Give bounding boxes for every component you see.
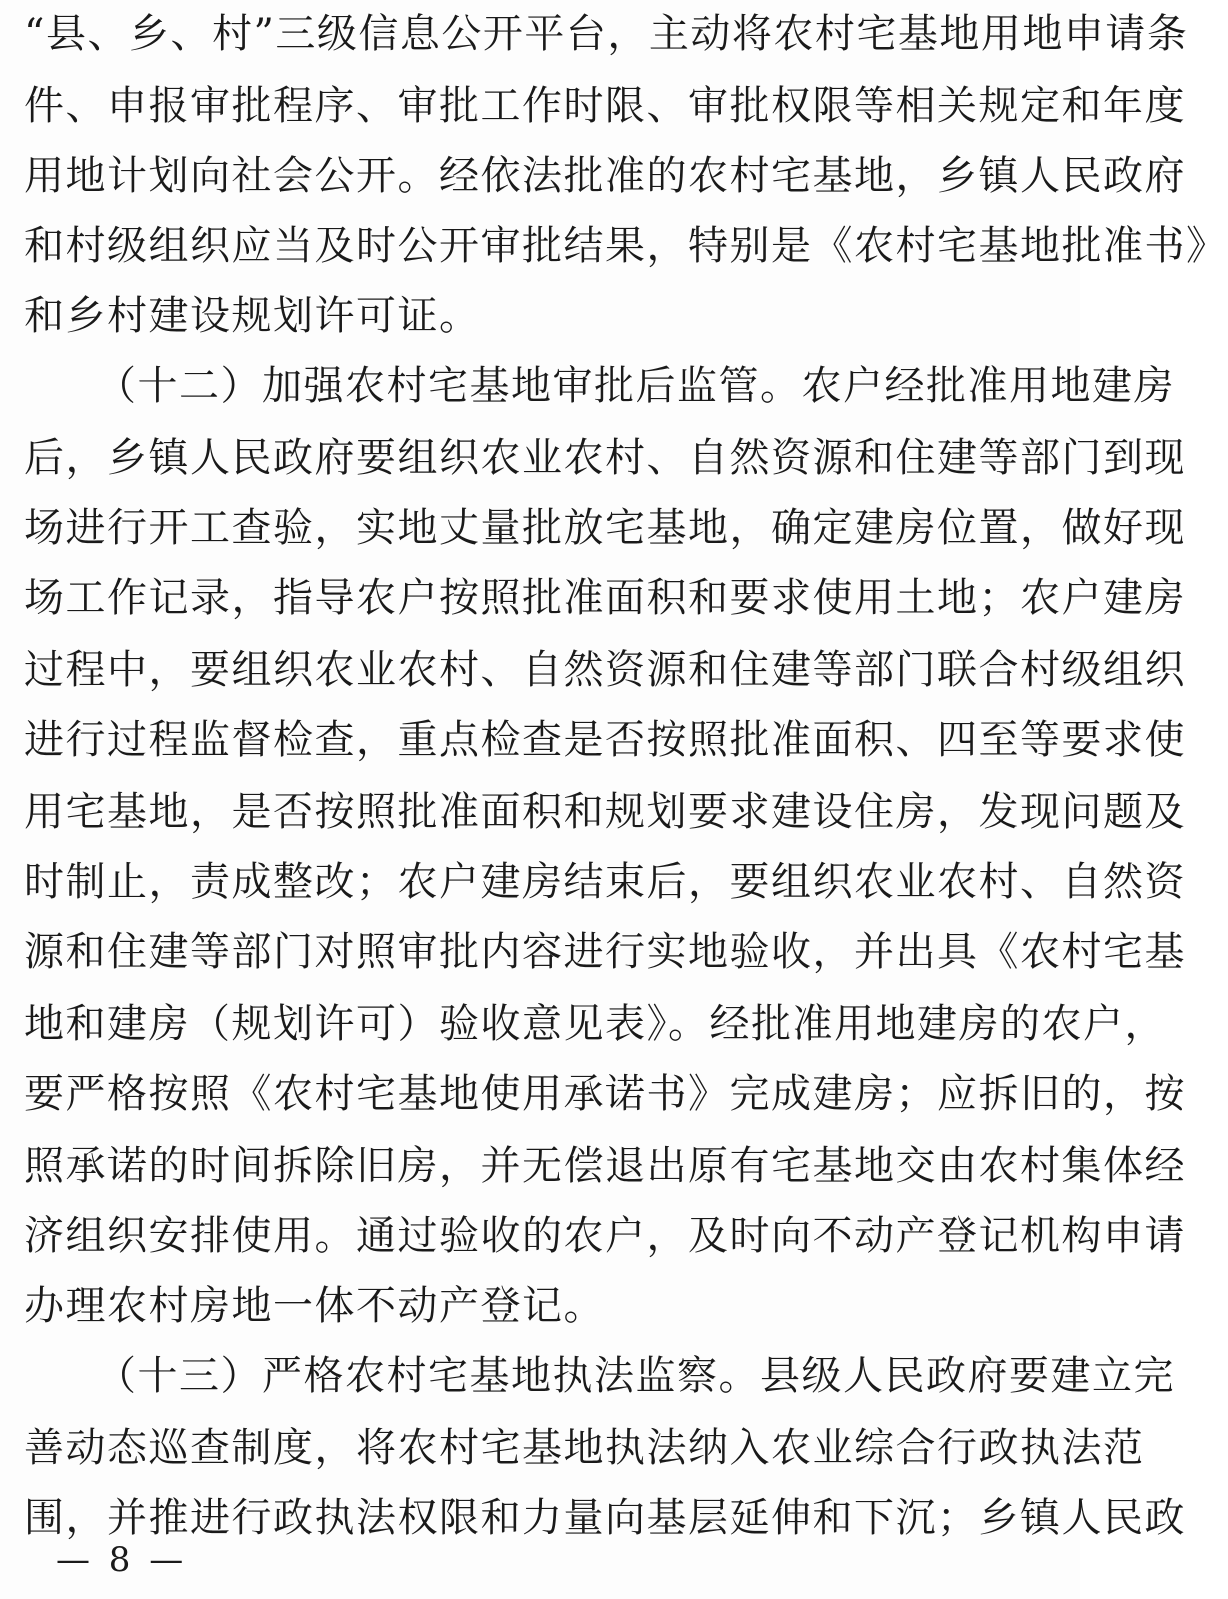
text-line: 办理农村房地一体不动产登记。 bbox=[24, 1283, 605, 1329]
text-line: 场进行开工查验，实地丈量批放宅基地，确定建房位置，做好现 bbox=[24, 505, 1186, 551]
text-line: 要严格按照《农村宅基地使用承诺书》完成建房；应拆旧的，按 bbox=[24, 1071, 1186, 1117]
text-line: 过程中，要组织农业农村、自然资源和住建等部门联合村级组织 bbox=[24, 647, 1186, 693]
text-line: 件、申报审批程序、审批工作时限、审批权限等相关规定和年度 bbox=[24, 83, 1186, 129]
text-line: 后，乡镇人民政府要组织农业农村、自然资源和住建等部门到现 bbox=[24, 435, 1186, 481]
section-heading-line: （十二）加强农村宅基地审批后监管。农户经批准用地建房 bbox=[96, 363, 1175, 409]
text-line: 围，并推进行政执法权限和力量向基层延伸和下沉；乡镇人民政 bbox=[24, 1495, 1186, 1541]
section-heading-line: （十三）严格农村宅基地执法监察。县级人民政府要建立完 bbox=[96, 1353, 1175, 1399]
text-line: 用宅基地，是否按照批准面积和规划要求建设住房，发现问题及 bbox=[24, 789, 1186, 835]
text-line: 济组织安排使用。通过验收的农户，及时向不动产登记机构申请 bbox=[24, 1213, 1186, 1259]
text-line: 照承诺的时间拆除旧房，并无偿退出原有宅基地交由农村集体经 bbox=[24, 1143, 1186, 1189]
text-line: 地和建房（规划许可）验收意见表》。经批准用地建房的农户， bbox=[24, 1001, 1166, 1047]
text-line: 用地计划向社会公开。经依法批准的农村宅基地，乡镇人民政府 bbox=[24, 153, 1186, 199]
text-line: 场工作记录，指导农户按照批准面积和要求使用土地；农户建房 bbox=[24, 575, 1186, 621]
text-line: 和村级组织应当及时公开审批结果，特别是《农村宅基地批准书》 bbox=[24, 223, 1228, 269]
text-line: 源和住建等部门对照审批内容进行实地验收，并出具《农村宅基 bbox=[24, 929, 1186, 975]
text-line: 和乡村建设规划许可证。 bbox=[24, 293, 481, 339]
page-number: — 8 — bbox=[56, 1540, 188, 1580]
text-line: 时制止，责成整改；农户建房结束后，要组织农业农村、自然资 bbox=[24, 859, 1186, 905]
text-line: “县、乡、村”三级信息公开平台，主动将农村宅基地用地申请条 bbox=[24, 11, 1189, 57]
text-line: 进行过程监督检查，重点检查是否按照批准面积、四至等要求使 bbox=[24, 717, 1186, 763]
text-line: 善动态巡查制度，将农村宅基地执法纳入农业综合行政执法范 bbox=[24, 1425, 1145, 1471]
